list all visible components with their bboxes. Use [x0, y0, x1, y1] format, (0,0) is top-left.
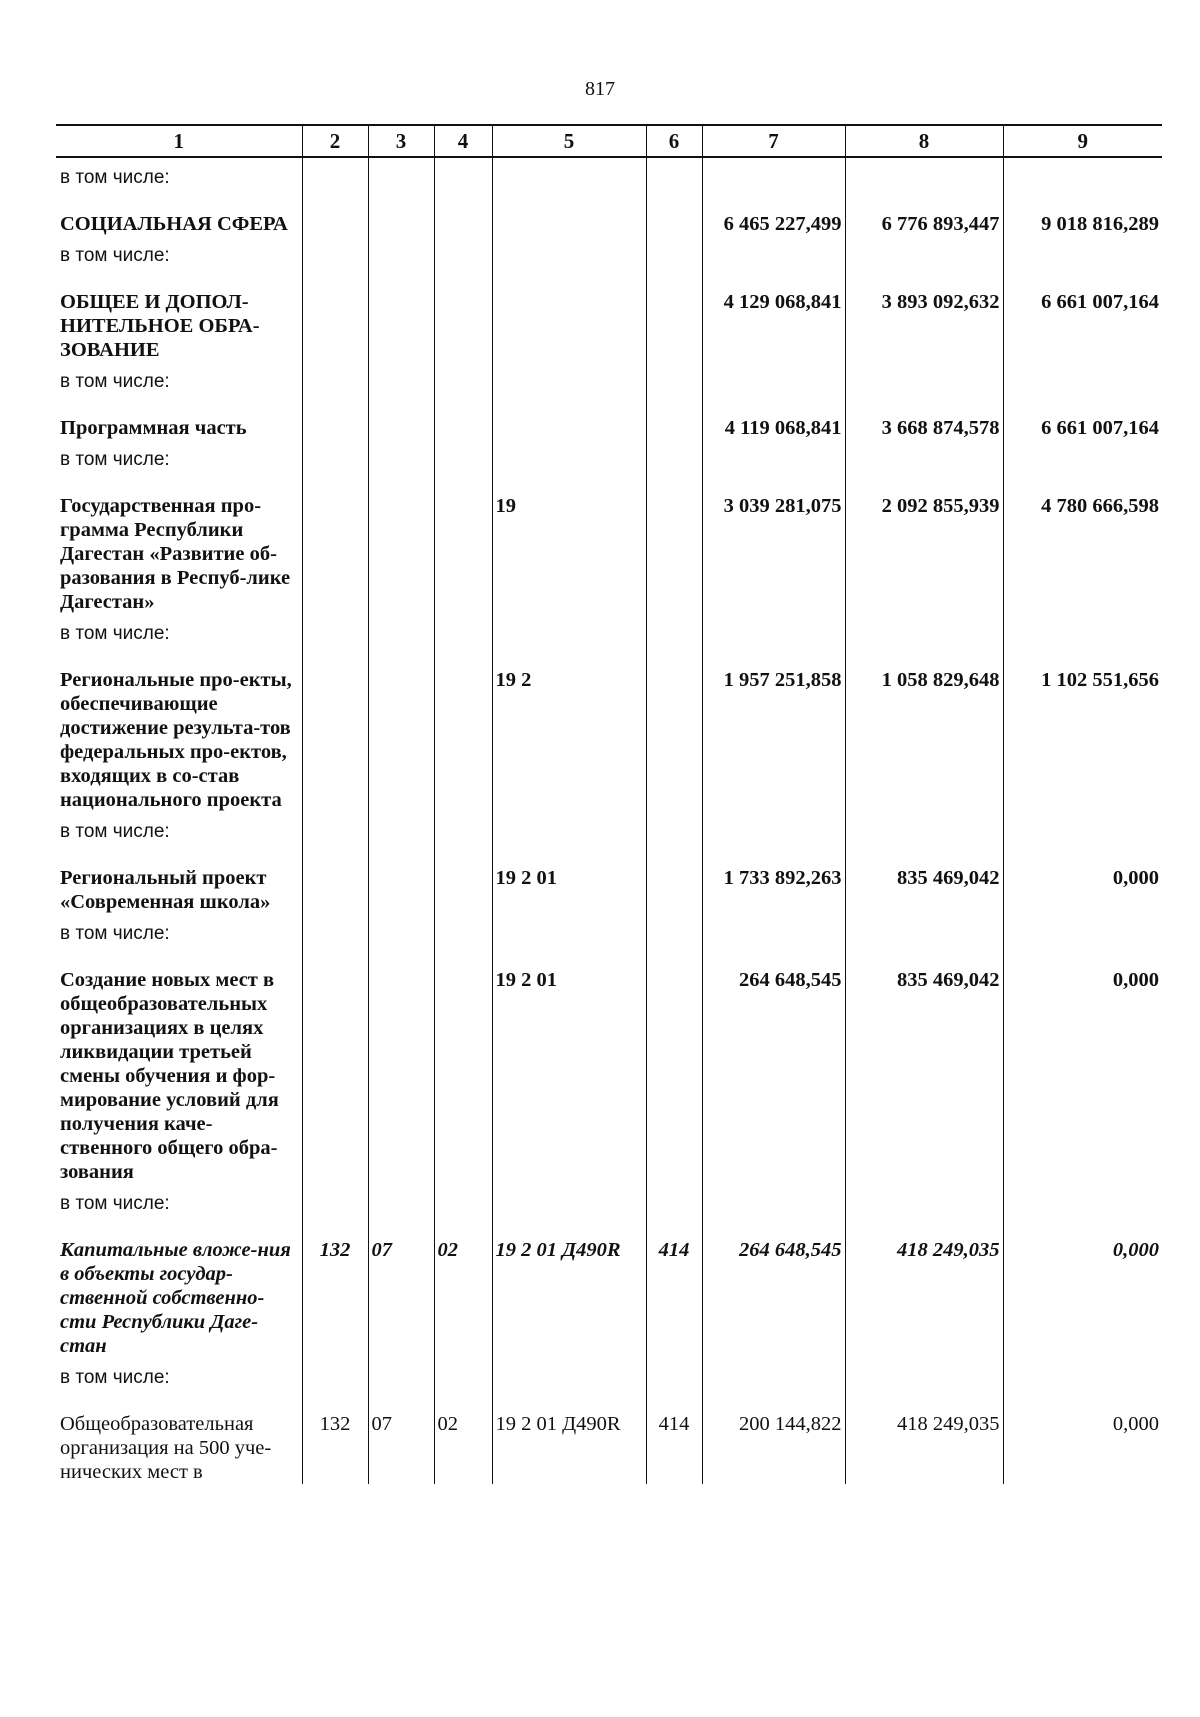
cell-target-code: 19 2 01 Д490R [492, 1398, 646, 1484]
cell-expense-type [646, 276, 702, 362]
cell-target-code: 19 [492, 480, 646, 614]
cell-col-2 [302, 954, 368, 1184]
row-description: в том числе: [60, 1367, 170, 1388]
cell-col-4 [434, 362, 492, 402]
table-row [56, 954, 1162, 1184]
cell-target-code: 19 2 01 Д490R [492, 1224, 646, 1358]
cell-col-2 [302, 198, 368, 236]
row-description: в том числе: [60, 821, 170, 842]
table-row [56, 654, 1162, 812]
cell-amount-col-7: 200 144,822 [702, 1398, 845, 1484]
cell-amount-col-7 [702, 1358, 845, 1398]
cell-amount-col-8 [845, 1184, 1003, 1224]
cell-col-4 [434, 198, 492, 236]
column-header: 7 [702, 125, 845, 157]
cell-amount-col-8: 835 469,042 [845, 852, 1003, 914]
cell-col-3 [368, 654, 434, 812]
row-description: в том числе: [60, 245, 170, 266]
cell-expense-type [646, 852, 702, 914]
cell-amount-col-8: 835 469,042 [845, 954, 1003, 1184]
cell-amount-col-8 [845, 157, 1003, 198]
cell-expense-type [646, 812, 702, 852]
row-description: Региональный проект «Современная школа» [60, 867, 271, 913]
note-row [56, 236, 1162, 276]
row-description: в том числе: [60, 449, 170, 470]
cell-col-2: 132 [302, 1224, 368, 1358]
cell-amount-col-7 [702, 157, 845, 198]
table-body [56, 157, 1162, 1484]
cell-amount-col-8: 418 249,035 [845, 1224, 1003, 1358]
cell-amount-col-8: 6 776 893,447 [845, 198, 1003, 236]
cell-col-4 [434, 654, 492, 812]
row-description: Создание новых мест в общеобразовательных организациях в целях ликвидации третьей смены обучения и фор-мирование условий для получения каче-ственного общего обра-зования [60, 969, 279, 1183]
cell-col-2 [302, 852, 368, 914]
cell-col-3 [368, 852, 434, 914]
cell-col-3 [368, 1184, 434, 1224]
cell-amount-col-7: 264 648,545 [702, 1224, 845, 1358]
cell-col-2: 132 [302, 1398, 368, 1484]
header-row [56, 125, 1162, 157]
cell-amount-col-9: 6 661 007,164 [1003, 276, 1162, 362]
cell-amount-col-9: 4 780 666,598 [1003, 480, 1162, 614]
cell-expense-type [646, 954, 702, 1184]
cell-amount-col-9 [1003, 1358, 1162, 1398]
row-description: Программная часть [60, 417, 247, 439]
cell-col-2 [302, 402, 368, 440]
note-row [56, 440, 1162, 480]
row-description: Региональные про-екты, обеспечивающие достижение результа-тов федеральных про-ектов, входящих в со-став национального проекта [60, 669, 292, 811]
cell-col-4 [434, 276, 492, 362]
cell-expense-type: 414 [646, 1398, 702, 1484]
cell-amount-col-9 [1003, 157, 1162, 198]
cell-col-2 [302, 362, 368, 402]
cell-amount-col-7: 3 039 281,075 [702, 480, 845, 614]
cell-col-4 [434, 614, 492, 654]
cell-target-code [492, 157, 646, 198]
cell-target-code: 19 2 01 [492, 852, 646, 914]
cell-target-code: 19 2 [492, 654, 646, 812]
cell-expense-type [646, 1184, 702, 1224]
cell-amount-col-7: 6 465 227,499 [702, 198, 845, 236]
table-row [56, 198, 1162, 236]
table-row [56, 402, 1162, 440]
note-row [56, 157, 1162, 198]
cell-amount-col-9 [1003, 440, 1162, 480]
cell-amount-col-7 [702, 440, 845, 480]
cell-amount-col-8: 1 058 829,648 [845, 654, 1003, 812]
cell-target-code [492, 614, 646, 654]
cell-target-code [492, 1184, 646, 1224]
cell-expense-type [646, 480, 702, 614]
cell-expense-type [646, 402, 702, 440]
cell-expense-type [646, 914, 702, 954]
cell-target-code [492, 276, 646, 362]
cell-amount-col-9: 6 661 007,164 [1003, 402, 1162, 440]
cell-col-3 [368, 440, 434, 480]
row-description: в том числе: [60, 167, 170, 188]
column-header: 5 [492, 125, 646, 157]
cell-amount-col-8: 418 249,035 [845, 1398, 1003, 1484]
cell-amount-col-8 [845, 914, 1003, 954]
note-row [56, 812, 1162, 852]
cell-col-3 [368, 812, 434, 852]
cell-col-4 [434, 954, 492, 1184]
cell-col-2 [302, 480, 368, 614]
cell-col-2 [302, 1184, 368, 1224]
cell-amount-col-8: 3 893 092,632 [845, 276, 1003, 362]
table-row [56, 480, 1162, 614]
cell-amount-col-7 [702, 914, 845, 954]
cell-col-3 [368, 362, 434, 402]
column-header: 9 [1003, 125, 1162, 157]
cell-col-4 [434, 440, 492, 480]
cell-col-3 [368, 276, 434, 362]
cell-amount-col-8 [845, 236, 1003, 276]
cell-expense-type [646, 157, 702, 198]
cell-target-code [492, 198, 646, 236]
cell-target-code [492, 236, 646, 276]
cell-col-4 [434, 852, 492, 914]
cell-col-3: 07 [368, 1398, 434, 1484]
cell-col-4 [434, 914, 492, 954]
cell-col-4 [434, 812, 492, 852]
cell-expense-type [646, 198, 702, 236]
cell-col-4 [434, 402, 492, 440]
page-number: 817 [585, 78, 615, 100]
cell-amount-col-9: 0,000 [1003, 954, 1162, 1184]
row-description: Государственная про-грамма Республики Дагестан «Развитие об-разования в Респуб-лике Дагестан» [60, 495, 291, 613]
cell-amount-col-7 [702, 812, 845, 852]
row-description: ОБЩЕЕ И ДОПОЛ-НИТЕЛЬНОЕ ОБРА-ЗОВАНИЕ [60, 291, 260, 361]
table-row [56, 276, 1162, 362]
cell-col-3: 07 [368, 1224, 434, 1358]
cell-amount-col-7 [702, 614, 845, 654]
cell-col-4 [434, 1184, 492, 1224]
table-row [56, 1398, 1162, 1484]
note-row [56, 1184, 1162, 1224]
cell-amount-col-7: 1 957 251,858 [702, 654, 845, 812]
cell-expense-type [646, 362, 702, 402]
cell-amount-col-8: 3 668 874,578 [845, 402, 1003, 440]
cell-target-code: 19 2 01 [492, 954, 646, 1184]
row-description: в том числе: [60, 623, 170, 644]
cell-target-code [492, 1358, 646, 1398]
cell-amount-col-9: 0,000 [1003, 852, 1162, 914]
cell-col-3 [368, 914, 434, 954]
row-description: в том числе: [60, 923, 170, 944]
cell-col-4 [434, 480, 492, 614]
row-description: в том числе: [60, 1193, 170, 1214]
cell-col-2 [302, 276, 368, 362]
cell-amount-col-8 [845, 440, 1003, 480]
table-row [56, 852, 1162, 914]
cell-amount-col-8 [845, 362, 1003, 402]
cell-expense-type [646, 654, 702, 812]
cell-amount-col-7 [702, 362, 845, 402]
column-header: 6 [646, 125, 702, 157]
cell-expense-type [646, 614, 702, 654]
cell-col-4 [434, 157, 492, 198]
cell-col-2 [302, 614, 368, 654]
cell-target-code [492, 362, 646, 402]
cell-amount-col-7: 264 648,545 [702, 954, 845, 1184]
cell-col-3 [368, 1358, 434, 1398]
cell-amount-col-9: 1 102 551,656 [1003, 654, 1162, 812]
column-header: 2 [302, 125, 368, 157]
cell-amount-col-9: 9 018 816,289 [1003, 198, 1162, 236]
cell-amount-col-8 [845, 812, 1003, 852]
column-header: 8 [845, 125, 1003, 157]
cell-col-2 [302, 157, 368, 198]
note-row [56, 362, 1162, 402]
cell-amount-col-7 [702, 1184, 845, 1224]
cell-amount-col-7: 4 129 068,841 [702, 276, 845, 362]
cell-expense-type [646, 440, 702, 480]
cell-amount-col-8: 2 092 855,939 [845, 480, 1003, 614]
cell-col-2 [302, 1358, 368, 1398]
cell-col-4: 02 [434, 1398, 492, 1484]
cell-amount-col-7 [702, 236, 845, 276]
cell-amount-col-9 [1003, 236, 1162, 276]
cell-amount-col-7: 1 733 892,263 [702, 852, 845, 914]
cell-amount-col-9 [1003, 914, 1162, 954]
note-row [56, 914, 1162, 954]
row-description: Общеобразовательная организация на 500 уче-нических мест в [60, 1413, 272, 1483]
cell-amount-col-8 [845, 614, 1003, 654]
cell-target-code [492, 440, 646, 480]
cell-amount-col-9 [1003, 614, 1162, 654]
cell-col-3 [368, 236, 434, 276]
cell-col-4 [434, 236, 492, 276]
cell-col-3 [368, 402, 434, 440]
cell-amount-col-9 [1003, 1184, 1162, 1224]
note-row [56, 614, 1162, 654]
budget-table [56, 124, 1162, 1484]
cell-col-3 [368, 954, 434, 1184]
cell-amount-col-9: 0,000 [1003, 1398, 1162, 1484]
cell-amount-col-8 [845, 1358, 1003, 1398]
cell-expense-type: 414 [646, 1224, 702, 1358]
cell-amount-col-9 [1003, 362, 1162, 402]
cell-col-3 [368, 198, 434, 236]
column-header: 4 [434, 125, 492, 157]
cell-col-4 [434, 1358, 492, 1398]
cell-col-3 [368, 157, 434, 198]
note-row [56, 1358, 1162, 1398]
cell-col-2 [302, 654, 368, 812]
column-header: 1 [56, 125, 302, 157]
cell-expense-type [646, 236, 702, 276]
cell-target-code [492, 812, 646, 852]
row-description: в том числе: [60, 371, 170, 392]
cell-col-3 [368, 614, 434, 654]
cell-col-2 [302, 812, 368, 852]
cell-target-code [492, 914, 646, 954]
cell-col-2 [302, 236, 368, 276]
cell-col-3 [368, 480, 434, 614]
cell-col-2 [302, 440, 368, 480]
column-header: 3 [368, 125, 434, 157]
cell-amount-col-9: 0,000 [1003, 1224, 1162, 1358]
cell-expense-type [646, 1358, 702, 1398]
row-description: СОЦИАЛЬНАЯ СФЕРА [60, 213, 288, 235]
cell-amount-col-9 [1003, 812, 1162, 852]
row-description: Капитальные вложе-ния в объекты государ-ственной собственно-сти Республики Даге-стан [60, 1239, 291, 1357]
cell-amount-col-7: 4 119 068,841 [702, 402, 845, 440]
cell-col-4: 02 [434, 1224, 492, 1358]
cell-col-2 [302, 914, 368, 954]
cell-target-code [492, 402, 646, 440]
table-row [56, 1224, 1162, 1358]
